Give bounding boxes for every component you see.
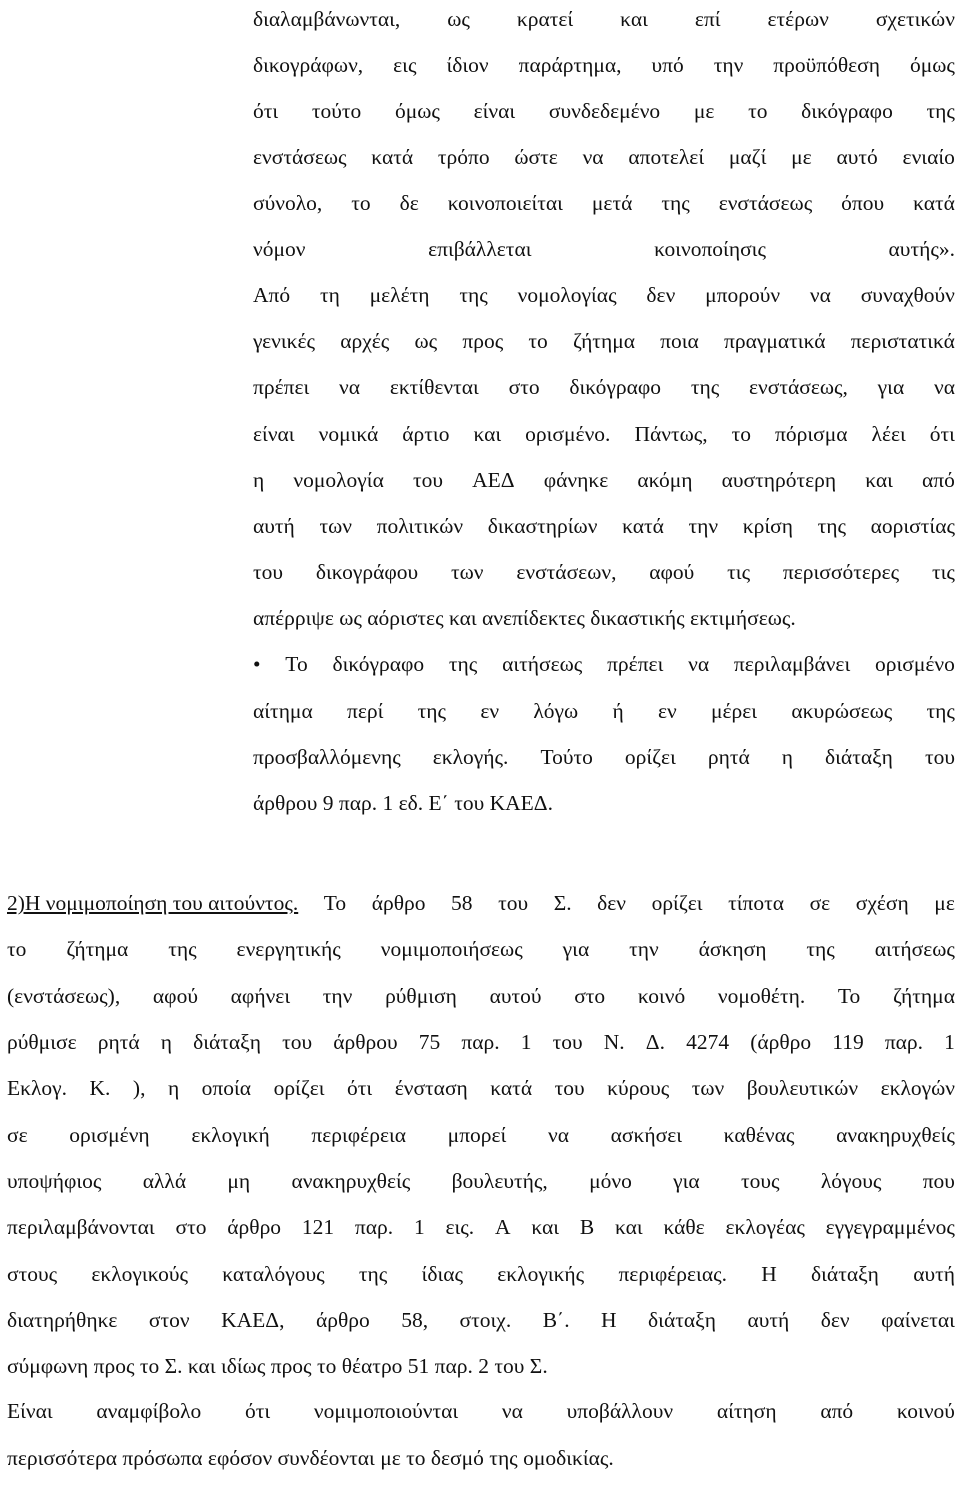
word: Β bbox=[579, 1215, 595, 1239]
word: παράρτημα, bbox=[518, 53, 622, 77]
word: που bbox=[922, 1169, 955, 1193]
word: αυτού bbox=[489, 984, 542, 1008]
word: του bbox=[924, 745, 955, 769]
word: ώστε bbox=[514, 145, 558, 169]
word: σχετικών bbox=[875, 7, 955, 31]
word: ενστάσεως bbox=[253, 145, 347, 169]
word: νομολογίας bbox=[517, 283, 617, 307]
text-line bbox=[7, 1166, 955, 1196]
word: καθένας bbox=[723, 1123, 795, 1147]
word: με bbox=[791, 145, 812, 169]
word: να bbox=[501, 1399, 523, 1423]
word: από bbox=[820, 1399, 854, 1423]
word: (άρθρο bbox=[750, 1030, 812, 1054]
word: κοινό bbox=[637, 984, 686, 1008]
word: για bbox=[877, 375, 905, 399]
word: λέει bbox=[871, 422, 906, 446]
word: επιβάλλεται bbox=[428, 237, 532, 261]
word: εκλογέας bbox=[725, 1215, 805, 1239]
word: περιφέρειας. bbox=[618, 1262, 727, 1286]
word: της bbox=[690, 375, 720, 399]
word: ζήτημα bbox=[66, 937, 129, 961]
word: Τούτο bbox=[540, 745, 593, 769]
word: υπό bbox=[651, 53, 684, 77]
word: ορισμένο. bbox=[525, 422, 611, 446]
word: επί bbox=[694, 7, 721, 31]
text-line bbox=[7, 1212, 955, 1242]
word: συνδεδεμένο bbox=[548, 99, 661, 123]
word: Εκλογ. bbox=[7, 1076, 68, 1100]
word: Πάντως, bbox=[634, 422, 708, 446]
word: νομολογία bbox=[293, 468, 384, 492]
word: άρθρο bbox=[315, 1308, 370, 1332]
word: του bbox=[498, 891, 529, 915]
word: μπορούν bbox=[705, 283, 781, 307]
word: και bbox=[531, 1215, 560, 1239]
word: του bbox=[282, 1030, 313, 1054]
word: στο bbox=[508, 375, 540, 399]
word: ζήτημα bbox=[892, 984, 955, 1008]
word: προσβαλλόμενης bbox=[253, 745, 401, 769]
word: μπορεί bbox=[447, 1123, 507, 1147]
word: να bbox=[688, 652, 710, 676]
section-heading: 2)Η νομιμοποίηση του αιτούντος. bbox=[7, 891, 299, 915]
word: το bbox=[7, 937, 27, 961]
word: Η bbox=[761, 1262, 777, 1286]
word: ως bbox=[447, 7, 470, 31]
word: 4274 bbox=[686, 1030, 730, 1054]
word: κάθε bbox=[663, 1215, 705, 1239]
word: ίδιας bbox=[421, 1262, 464, 1286]
word: πόρισμα bbox=[775, 422, 848, 446]
word: άρθρο bbox=[371, 891, 426, 915]
word: κοινοποιείται bbox=[447, 191, 563, 215]
word: και bbox=[614, 1215, 643, 1239]
word: στον bbox=[148, 1308, 190, 1332]
word: διάταξη bbox=[648, 1308, 716, 1332]
text-line bbox=[253, 372, 955, 402]
word: νομικά bbox=[318, 422, 379, 446]
word: Α bbox=[494, 1215, 511, 1239]
word: της bbox=[417, 699, 447, 723]
text-line: σύμφωνη προς το Σ. και ιδίως προς το θέατρο 51 παρ. 2 του Σ. bbox=[7, 1354, 548, 1378]
word: ενστάσεων, bbox=[516, 560, 617, 584]
word: κρίση bbox=[742, 514, 793, 538]
word: τρόπο bbox=[437, 145, 490, 169]
word: τίποτα bbox=[728, 891, 785, 915]
word: της bbox=[459, 283, 488, 307]
word: αναμφίβολο bbox=[96, 1399, 202, 1423]
text-line bbox=[253, 188, 955, 218]
word: ανακηρυχθείς bbox=[291, 1169, 411, 1193]
word: διατηρήθηκε bbox=[7, 1308, 118, 1332]
word: • bbox=[253, 652, 261, 676]
section-heading-line bbox=[7, 888, 955, 918]
word: για bbox=[673, 1169, 700, 1193]
word: ενστάσεως, bbox=[748, 375, 848, 399]
word: σχέση bbox=[855, 891, 909, 915]
text-line bbox=[253, 280, 955, 310]
word: αποτελεί bbox=[628, 145, 705, 169]
word: στο bbox=[175, 1215, 207, 1239]
word: αρχές bbox=[340, 329, 390, 353]
word: σύνολο, bbox=[253, 191, 323, 215]
word: ένσταση bbox=[394, 1076, 468, 1100]
word: 58, bbox=[401, 1308, 429, 1332]
word: μόνο bbox=[589, 1169, 632, 1193]
word: μετά bbox=[591, 191, 633, 215]
word: Η bbox=[601, 1308, 617, 1332]
word: ρητά bbox=[707, 745, 750, 769]
word: διάταξη bbox=[193, 1030, 261, 1054]
word: δε bbox=[399, 191, 419, 215]
word: Β΄. bbox=[542, 1308, 570, 1332]
word: των bbox=[451, 560, 484, 584]
word: πρέπει bbox=[607, 652, 664, 676]
word: κοινού bbox=[896, 1399, 955, 1423]
word: αιτήσεως bbox=[502, 652, 583, 676]
word: εις bbox=[393, 53, 417, 77]
word: βουλευτής, bbox=[451, 1169, 548, 1193]
word: να bbox=[809, 283, 831, 307]
word: ορίζει bbox=[273, 1076, 325, 1100]
word: φάνηκε bbox=[543, 468, 609, 492]
word: δικόγραφο bbox=[801, 99, 893, 123]
word: κατά bbox=[913, 191, 955, 215]
word: ορισμένη bbox=[69, 1123, 150, 1147]
word: 1 bbox=[944, 1030, 955, 1054]
word: είναι bbox=[253, 422, 295, 446]
word: 1 bbox=[520, 1030, 532, 1054]
word: λόγω bbox=[533, 699, 579, 723]
text-line bbox=[253, 742, 955, 772]
word: τις bbox=[932, 560, 955, 584]
text-line bbox=[253, 142, 955, 172]
word: νομιμοποιήσεως bbox=[380, 937, 523, 961]
word: περιλαμβάνονται bbox=[7, 1215, 155, 1239]
text-line bbox=[7, 981, 955, 1011]
word: κατά bbox=[622, 514, 664, 538]
word: στο bbox=[574, 984, 606, 1008]
word: εν bbox=[480, 699, 500, 723]
word: της bbox=[661, 191, 690, 215]
word: μελέτη bbox=[369, 283, 430, 307]
word: ποια bbox=[660, 329, 699, 353]
word: υποψήφιος bbox=[7, 1169, 102, 1193]
word: αυτό bbox=[836, 145, 878, 169]
word: αοριστίας bbox=[870, 514, 955, 538]
word: να bbox=[339, 375, 361, 399]
word: ότι bbox=[347, 1076, 373, 1100]
word: ως bbox=[414, 329, 438, 353]
word: της bbox=[926, 699, 955, 723]
word: είναι bbox=[473, 99, 516, 123]
word: η bbox=[160, 1030, 172, 1054]
word: ζήτημα bbox=[573, 329, 635, 353]
word: Ν. bbox=[603, 1030, 625, 1054]
word: αλλά bbox=[142, 1169, 187, 1193]
word: να bbox=[548, 1123, 570, 1147]
word: περιστατικά bbox=[850, 329, 955, 353]
text-line bbox=[7, 1259, 955, 1289]
word: μη bbox=[227, 1169, 251, 1193]
word: με bbox=[934, 891, 955, 915]
word: και bbox=[473, 422, 502, 446]
word: και bbox=[865, 468, 893, 492]
word: ΚΑΕΔ, bbox=[221, 1308, 285, 1332]
word: και bbox=[620, 7, 648, 31]
word: εγγεγραμμένος bbox=[825, 1215, 955, 1239]
text-line bbox=[7, 934, 955, 964]
word: αυτή bbox=[747, 1308, 790, 1332]
word: αίτηση bbox=[716, 1399, 777, 1423]
word: αυτή bbox=[913, 1262, 955, 1286]
word: από bbox=[922, 468, 955, 492]
word: της bbox=[806, 937, 835, 961]
word: ), bbox=[132, 1076, 146, 1100]
word: κατά bbox=[371, 145, 414, 169]
word: 1 bbox=[413, 1215, 425, 1239]
word: πολιτικών bbox=[376, 514, 464, 538]
word: ορισμένο bbox=[875, 652, 955, 676]
word: 119 bbox=[832, 1030, 864, 1054]
word: το bbox=[731, 422, 752, 446]
text-line bbox=[253, 557, 955, 587]
text-line: άρθρου 9 παρ. 1 εδ. Ε΄ του ΚΑΕΔ. bbox=[253, 791, 554, 815]
word: άρθρου bbox=[333, 1030, 398, 1054]
word: νόμον bbox=[253, 237, 306, 261]
word: αίτημα bbox=[253, 699, 313, 723]
word: Από bbox=[253, 283, 291, 307]
word: ότι bbox=[245, 1399, 271, 1423]
word: αυστηρότερη bbox=[721, 468, 837, 492]
word: το bbox=[748, 99, 768, 123]
word: πραγματικά bbox=[724, 329, 826, 353]
word: μαζί bbox=[728, 145, 767, 169]
word: παρ. bbox=[884, 1030, 924, 1054]
word: αφού bbox=[152, 984, 198, 1008]
word: νομιμοποιούνται bbox=[313, 1399, 459, 1423]
word: εκλογική bbox=[191, 1123, 270, 1147]
word: εν bbox=[657, 699, 677, 723]
word: άρθρο bbox=[227, 1215, 282, 1239]
text-line bbox=[253, 234, 955, 264]
word: μέρει bbox=[710, 699, 758, 723]
word: ενστάσεως bbox=[718, 191, 813, 215]
word: κρατεί bbox=[516, 7, 574, 31]
word: άρτιο bbox=[402, 422, 450, 446]
word: στοιχ. bbox=[459, 1308, 512, 1332]
word: στους bbox=[7, 1262, 58, 1286]
word: ή bbox=[612, 699, 624, 723]
word: ρύθμιση bbox=[385, 984, 457, 1008]
word: παρ. bbox=[461, 1030, 500, 1054]
word: δικογράφου bbox=[315, 560, 419, 584]
word: ενεργητικής bbox=[236, 937, 341, 961]
word: περιλαμβάνει bbox=[733, 652, 851, 676]
word: των bbox=[319, 514, 352, 538]
word: όμως bbox=[394, 99, 440, 123]
word: δικόγραφο bbox=[332, 652, 425, 676]
word: της bbox=[168, 937, 197, 961]
word: κύρους bbox=[607, 1076, 670, 1100]
word: να bbox=[582, 145, 604, 169]
word: περιφέρεια bbox=[311, 1123, 407, 1147]
word: διάταξη bbox=[811, 1262, 879, 1286]
word: το bbox=[528, 329, 548, 353]
word: Δ. bbox=[645, 1030, 665, 1054]
word: παρ. bbox=[354, 1215, 394, 1239]
word: ορίζει bbox=[651, 891, 703, 915]
word: της bbox=[448, 652, 478, 676]
word: δεν bbox=[597, 891, 627, 915]
word: Είναι bbox=[7, 1399, 53, 1423]
text-line bbox=[7, 1305, 955, 1335]
word: του bbox=[552, 1030, 583, 1054]
word: εκλογής. bbox=[432, 745, 509, 769]
word: να bbox=[933, 375, 955, 399]
word: ίδιον bbox=[446, 53, 489, 77]
word: την bbox=[322, 984, 353, 1008]
word: Σ. bbox=[553, 891, 572, 915]
word: εκλογικούς bbox=[91, 1262, 188, 1286]
word: η bbox=[781, 745, 794, 769]
word: νομοθέτη. bbox=[717, 984, 806, 1008]
word: γενικές bbox=[253, 329, 316, 353]
word: βουλευτικών bbox=[746, 1076, 859, 1100]
text-line bbox=[253, 4, 955, 34]
word: άσκηση bbox=[698, 937, 767, 961]
word: ΑΕΔ bbox=[472, 468, 515, 492]
word: ακυρώσεως bbox=[791, 699, 893, 723]
word: του bbox=[253, 560, 284, 584]
word: διαλαμβάνωνται, bbox=[253, 7, 401, 31]
word: εκλογών bbox=[880, 1076, 955, 1100]
word: δεν bbox=[646, 283, 676, 307]
word: δεν bbox=[820, 1308, 850, 1332]
word: της bbox=[358, 1262, 388, 1286]
text-line bbox=[253, 696, 955, 726]
word: τους bbox=[740, 1169, 780, 1193]
word: αυτής». bbox=[888, 237, 955, 261]
word: ρύθμισε bbox=[7, 1030, 77, 1054]
text-line bbox=[253, 511, 955, 541]
word: προς bbox=[462, 329, 504, 353]
word: εκτίθενται bbox=[389, 375, 479, 399]
word: ενιαίο bbox=[902, 145, 955, 169]
word: ρητά bbox=[97, 1030, 140, 1054]
text-line bbox=[7, 1120, 955, 1150]
word: του bbox=[554, 1076, 585, 1100]
word: το bbox=[351, 191, 371, 215]
word: ορίζει bbox=[624, 745, 676, 769]
word: περί bbox=[347, 699, 384, 723]
word: κοινοποίησις bbox=[654, 237, 766, 261]
word: (ενστάσεως), bbox=[7, 984, 121, 1008]
word: 121 bbox=[301, 1215, 335, 1239]
word: της bbox=[817, 514, 847, 538]
word: ότι bbox=[253, 99, 279, 123]
word: δικόγραφο bbox=[569, 375, 662, 399]
text-line bbox=[253, 326, 955, 356]
word: περισσότερες bbox=[782, 560, 900, 584]
word: αφήνει bbox=[230, 984, 291, 1008]
word: με bbox=[693, 99, 715, 123]
word: Κ. bbox=[89, 1076, 111, 1100]
word: διάταξη bbox=[825, 745, 893, 769]
text-line bbox=[7, 1073, 955, 1103]
word: ασκήσει bbox=[610, 1123, 683, 1147]
bullet-item-line bbox=[253, 649, 955, 679]
word: του bbox=[412, 468, 443, 492]
word: Το bbox=[323, 891, 347, 915]
word: εις. bbox=[445, 1215, 475, 1239]
word: την bbox=[713, 53, 744, 77]
word: όπου bbox=[841, 191, 885, 215]
word: εκλογικής bbox=[497, 1262, 585, 1286]
word: 75 bbox=[418, 1030, 441, 1054]
word: ακόμη bbox=[637, 468, 693, 492]
text-line: απέρριψε ως αόριστες και ανεπίδεκτες δικαστικής εκτιμήσεως. bbox=[253, 606, 796, 630]
word: την bbox=[688, 514, 719, 538]
text-line bbox=[7, 1396, 955, 1426]
word: η bbox=[167, 1076, 180, 1100]
word: δικογράφων, bbox=[253, 53, 364, 77]
word: την bbox=[629, 937, 659, 961]
word: Το bbox=[837, 984, 861, 1008]
word: αιτήσεως bbox=[874, 937, 955, 961]
word: ανακηρυχθείς bbox=[836, 1123, 955, 1147]
word: συναχθούν bbox=[860, 283, 955, 307]
text-line bbox=[253, 50, 955, 80]
word: υποβάλλουν bbox=[566, 1399, 674, 1423]
word: τη bbox=[319, 283, 340, 307]
text-line bbox=[253, 419, 955, 449]
text-line: περισσότερα πρόσωπα εφόσον συνδέονται με το δεσμό της ομοδικίας. bbox=[7, 1446, 614, 1470]
word: των bbox=[691, 1076, 725, 1100]
word: σε bbox=[809, 891, 831, 915]
word: όμως bbox=[909, 53, 955, 77]
word: ετέρων bbox=[767, 7, 829, 31]
word: τις bbox=[727, 560, 751, 584]
word: δικαστηρίων bbox=[487, 514, 598, 538]
word: η bbox=[253, 468, 265, 492]
word: για bbox=[562, 937, 590, 961]
word: οποία bbox=[201, 1076, 252, 1100]
word: πρέπει bbox=[253, 375, 310, 399]
word: προϋπόθεση bbox=[773, 53, 881, 77]
word: της bbox=[926, 99, 955, 123]
text-line bbox=[7, 1027, 955, 1057]
text-line bbox=[253, 465, 955, 495]
word: καταλόγους bbox=[222, 1262, 325, 1286]
word: αφού bbox=[649, 560, 695, 584]
word: σε bbox=[7, 1123, 28, 1147]
text-line bbox=[253, 96, 955, 126]
word: τούτο bbox=[311, 99, 362, 123]
word: λόγους bbox=[820, 1169, 882, 1193]
word: κατά bbox=[490, 1076, 533, 1100]
word: αυτή bbox=[253, 514, 295, 538]
word: φαίνεται bbox=[881, 1308, 955, 1332]
word: Το bbox=[285, 652, 308, 676]
word: ότι bbox=[929, 422, 955, 446]
word: 58 bbox=[451, 891, 473, 915]
